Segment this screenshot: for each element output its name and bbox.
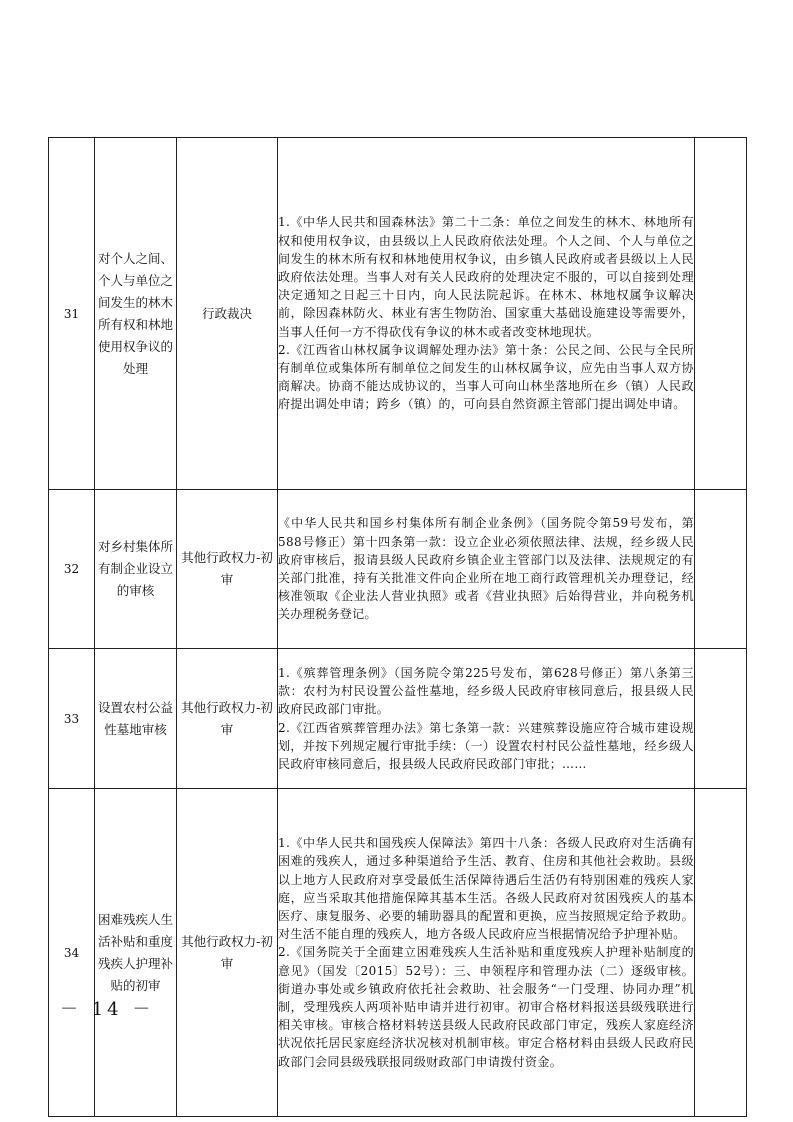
item-name: 对个人之间、个人与单位之间发生的林木所有权和林地使用权争议的处理: [95, 138, 177, 490]
basis-paragraph: 2.《江西省殡葬管理办法》第七条第一款：兴建殡葬设施应符合城市建设规划，并按下列规定履行审批手续：（一）设置农村村民公益性墓地，经乡级人民政府审核同意后，报县级人民政府民政部门审批；……: [278, 720, 694, 771]
basis-paragraph: 2.《江西省山林权属争议调解处理办法》第十条：公民之间、公民与全民所有制单位或集体所有制单位之间发生的山林权属争议，应先由当事人双方协商解决。协商不能达成协议的，当事人可向山林坐落地所在乡（镇）人民政府提出调处申请；跨乡（镇）的，可向县自然资源主管部门提出调处申请。: [278, 342, 694, 412]
basis-paragraph: 《中华人民共和国乡村集体所有制企业条例》（国务院令第59号发布，第588号修正）第十四条第一款：设立企业必须依照法律、法规，经乡级人民政府审核后，报请县级人民政府乡镇企业主管部门以及法律、法规规定的有关部门批准，持有关批准文件向企业所在地工商行政管理机关办理登记，经核准领取《企业法人营业执照》或者《营业执照》后始得营业，并向税务机关办理税务登记。: [278, 516, 694, 622]
power-type: 其他行政权力-初审: [177, 649, 278, 789]
row-number: 32: [49, 490, 95, 649]
row-number: 33: [49, 649, 95, 789]
legal-basis: [278, 490, 695, 649]
basis-paragraph: 1.《中华人民共和国残疾人保障法》第四十八条：各级人民政府对生活确有困难的残疾人，通过多种渠道给予生活、教育、住房和其他社会救助。县级以上地方人民政府对享受最低生活保障待遇后生活仍有特别困难的残疾人家庭，应当采取其他措施保障其基本生活。各级人民政府对贫困残疾人的基本医疗、康复服务、必要的辅助器具的配置和更换，应当按照规定给予救助。对生活不能自理的残疾人，地方各级人民政府应当根据情况给予护理补贴。: [278, 836, 694, 942]
item-name: 设置农村公益性墓地审核: [95, 649, 177, 789]
table-row: [49, 649, 747, 789]
legal-basis: [278, 138, 695, 490]
power-type: 其他行政权力-初审: [177, 789, 278, 1117]
row-number: 34: [49, 789, 95, 1117]
remarks-cell: [695, 789, 747, 1117]
row-number: 31: [49, 138, 95, 490]
remarks-cell: [695, 138, 747, 490]
legal-basis: [278, 649, 695, 789]
table-row: [49, 789, 747, 1117]
basis-paragraph: 1.《中华人民共和国森林法》第二十二条：单位之间发生的林木、林地所有权和使用权争议，由县级以上人民政府依法处理。个人之间、个人与单位之间发生的林木所有权和林地使用权争议，由乡镇人民政府或者县级以上人民政府依法处理。当事人对有关人民政府的处理决定不服的，可以自接到处理决定通知之日起三十日内，向人民法院起诉。在林木、林地权属争议解决前，除因森林防火、林业有害生物防治、国家重大基础设施建设等需要外，当事人任何一方不得砍伐有争议的林木或者改变林地现状。: [278, 215, 694, 339]
remarks-cell: [695, 490, 747, 649]
basis-paragraph: 1.《殡葬管理条例》（国务院令第225号发布，第628号修正）第八条第三款：农村为村民设置公益性墓地，经乡级人民政府审核同意后，报县级人民政府民政部门审批。: [278, 665, 694, 717]
page-number: － 14 －: [60, 999, 155, 1020]
legal-basis: [278, 789, 695, 1117]
table-row: [49, 138, 747, 490]
item-name: 对乡村集体所有制企业设立的审核: [95, 490, 177, 649]
power-list-table: [48, 137, 747, 1117]
table-row: [49, 490, 747, 649]
item-name: 困难残疾人生活补贴和重度残疾人护理补贴的初审: [95, 789, 177, 1117]
basis-paragraph: 2.《国务院关于全面建立困难残疾人生活补贴和重度残疾人护理补贴制度的意见》（国发〔2015〕52号）：三、申领程序和管理办法（二）逐级审核。街道办事处或乡镇政府依托社会救助、社会服务“一门受理、协同办理”机制，受理残疾人两项补贴申请并进行初审。初审合格材料报送县级残联进行相关审核。审核合格材料转送县级人民政府民政部门审定，残疾人家庭经济状况依托居民家庭经济状况核对机制审核。审定合格材料由县级人民政府民政部门会同县级残联报同级财政部门申请拨付资金。: [278, 945, 694, 1069]
power-type: 行政裁决: [177, 138, 278, 490]
power-type: 其他行政权力-初审: [177, 490, 278, 649]
remarks-cell: [695, 649, 747, 789]
